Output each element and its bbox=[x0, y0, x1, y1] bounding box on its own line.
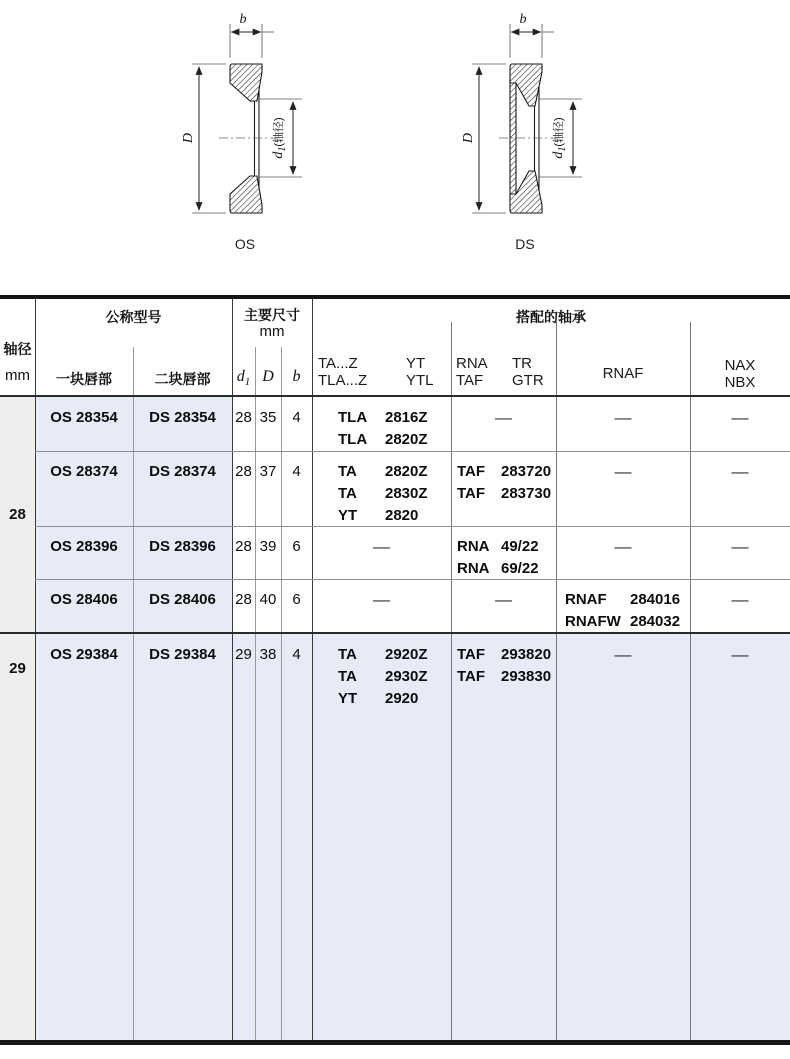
bearing-col2-empty: — bbox=[495, 590, 512, 609]
dim-D-value: 35 bbox=[259, 409, 277, 426]
dim-d1-value: 28 bbox=[235, 463, 252, 480]
ds-model: DS 29384 bbox=[149, 646, 216, 663]
os-model: OS 28354 bbox=[50, 409, 118, 426]
header-main-dimensions: 主要尺寸 bbox=[244, 307, 300, 323]
ds-model: DS 28374 bbox=[149, 463, 216, 480]
header-matched-bearings: 搭配的轴承 bbox=[516, 309, 586, 325]
bearing-col3-empty: — bbox=[614, 645, 632, 664]
table-row bbox=[0, 634, 790, 1040]
dim-b-value: 6 bbox=[292, 538, 301, 555]
bearing-col4-empty: — bbox=[731, 462, 749, 481]
os-top-lip-section bbox=[230, 64, 262, 101]
ds-model: DS 28354 bbox=[149, 409, 216, 426]
bearing-col4-empty: — bbox=[731, 590, 749, 609]
dim-b-value: 6 bbox=[292, 591, 301, 608]
dim-label-d1: d1(轴径) bbox=[551, 117, 568, 159]
table-row bbox=[0, 397, 790, 451]
header-shaft-unit: mm bbox=[5, 367, 30, 384]
ds-diagram-label: DS bbox=[515, 236, 535, 252]
dim-label-b: b bbox=[519, 12, 527, 27]
header-dimensions-unit: mm bbox=[259, 323, 285, 340]
dim-D-value: 38 bbox=[259, 646, 277, 663]
bearing-col3-empty: — bbox=[614, 537, 632, 556]
header-single-lip: 一块唇部 bbox=[56, 371, 112, 387]
dim-b-value: 4 bbox=[292, 646, 301, 663]
seal-spec-table bbox=[0, 295, 790, 1045]
dim-d1-value: 28 bbox=[235, 538, 252, 555]
bearing-col1-empty: — bbox=[373, 537, 390, 556]
header-d1: $d_1$ bbox=[236, 368, 251, 389]
header-shaft-diameter: 轴径 bbox=[3, 341, 32, 357]
dim-b-value: 4 bbox=[292, 409, 301, 426]
os-bottom-lip-section bbox=[230, 176, 262, 213]
bearing-col2-values: RNA 49/22 RNA 69/22 bbox=[457, 538, 539, 577]
dim-label-b: b bbox=[239, 12, 247, 27]
dim-label-d1: d1(轴径) bbox=[271, 117, 288, 159]
dim-D-value: 37 bbox=[259, 463, 277, 480]
dim-d1-value: 29 bbox=[235, 646, 252, 663]
bearing-col4-empty: — bbox=[731, 408, 749, 427]
dim-label-D: D bbox=[181, 132, 196, 144]
header-D: D bbox=[262, 368, 274, 385]
dim-D-value: 40 bbox=[259, 591, 277, 608]
bearing-col2-values: TAF 293820 TAF 293830 bbox=[457, 646, 552, 685]
bearing-col3-empty: — bbox=[614, 462, 632, 481]
dim-D-value: 39 bbox=[259, 538, 277, 555]
bearing-col3-values: RNAF 284016 RNAFW 284032 bbox=[565, 591, 681, 630]
os-model: OS 28396 bbox=[50, 538, 118, 555]
header-double-lip: 二块唇部 bbox=[154, 371, 211, 387]
header-bearing-col2: RNA TR TAF GTR bbox=[456, 355, 544, 389]
bearing-col1-empty: — bbox=[373, 590, 390, 609]
os-model: OS 28406 bbox=[50, 591, 118, 608]
bearing-col4-empty: — bbox=[731, 645, 749, 664]
header-b: b bbox=[292, 368, 301, 385]
bearing-col1-values: TA 2820Z TA 2830Z YT 2820 bbox=[338, 463, 428, 524]
ds-model: DS 28406 bbox=[149, 591, 216, 608]
ds-model: DS 28396 bbox=[149, 538, 216, 555]
dim-b-value: 4 bbox=[292, 463, 301, 480]
bearing-col2-empty: — bbox=[495, 408, 512, 427]
bearing-col4-empty: — bbox=[731, 537, 749, 556]
table-row bbox=[0, 451, 790, 526]
shaft-group-label-28: 28 bbox=[9, 506, 26, 523]
dim-label-D: D bbox=[461, 132, 476, 144]
shaft-group-label-29: 29 bbox=[9, 660, 26, 677]
header-bearing-col1: TA...Z YT TLA...Z YTL bbox=[318, 355, 434, 389]
bearing-col1-values: TLA 2816Z TLA 2820Z bbox=[338, 409, 428, 448]
ds-inner-wall-section bbox=[510, 76, 516, 201]
dim-d1-value: 28 bbox=[235, 591, 252, 608]
bearing-col2-values: TAF 283720 TAF 283730 bbox=[457, 463, 552, 502]
table-row bbox=[0, 526, 790, 579]
os-model: OS 28374 bbox=[50, 463, 118, 480]
header-nominal-model: 公称型号 bbox=[105, 309, 162, 325]
os-seal-diagram bbox=[175, 6, 315, 238]
table-row bbox=[0, 579, 790, 632]
os-diagram-label: OS bbox=[234, 236, 256, 252]
bearing-col3-empty: — bbox=[614, 408, 632, 427]
ds-seal-diagram bbox=[455, 6, 595, 238]
dim-d1-value: 28 bbox=[235, 409, 252, 426]
bearing-col1-values: TA 2920Z TA 2930Z YT 2920 bbox=[338, 646, 428, 707]
header-bearing-col4: NAX NBX bbox=[724, 357, 756, 391]
header-bearing-col3: RNAF bbox=[602, 365, 644, 382]
os-model: OS 29384 bbox=[50, 646, 118, 663]
